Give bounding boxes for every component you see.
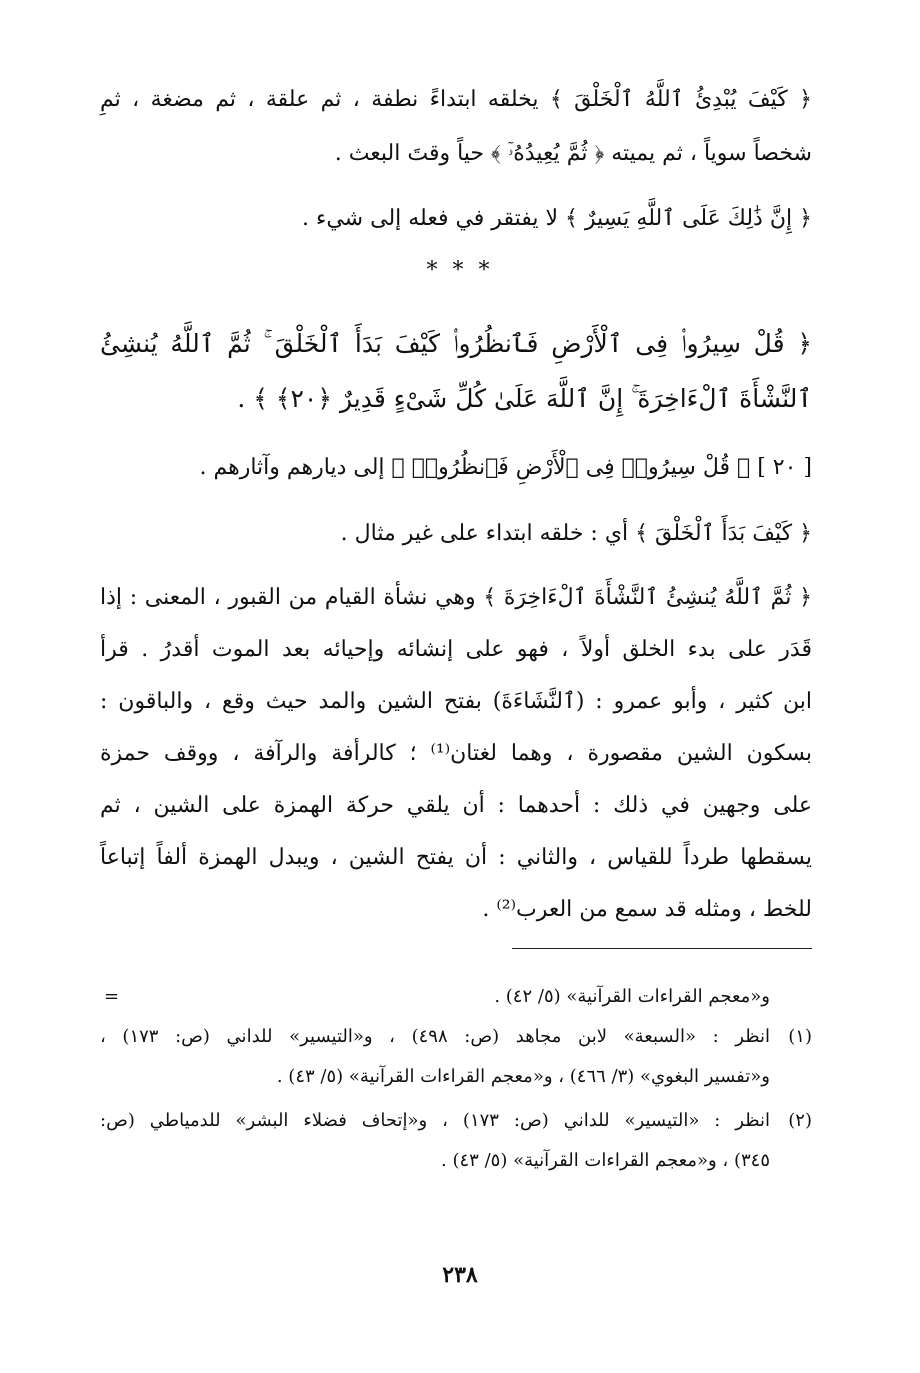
footnote-2-line-1: انظر : «التيسير» للداني (ص: ١٧٣) ، و«إتحاف فضلاء البشر» للدمياطي (ص: — [100, 1110, 770, 1131]
commentary-paragraph-line-5: على وجهين في ذلك : أحدهما : أن يلقي حركة الهمزة على الشين ، ثم — [100, 793, 812, 818]
footnote-continuation: و«معجم القراءات القرآنية» (٥/ ٤٢) . — [494, 986, 770, 1007]
commentary-verse-20: [ ٢٠ ] ﴿ قُلْ سِيرُوا۟ فِى ٱلْأَرْضِ فَٱنظُرُوا۟ ﴾ إلى ديارهم وآثارهم . — [199, 455, 812, 480]
commentary-line-2: شخصاً سوياً ، ثم يميته ﴿ ثُمَّ يُعِيدُهُۥٓ ﴾ حياً وقتَ البعث . — [334, 141, 812, 166]
commentary-line-1: ﴿ كَيْفَ يُبْدِئُ ٱللَّهُ ٱلْخَلْقَ ﴾ يخلقه ابتداءً نطفة ، ثم علقة ، ثم مضغة ، ثمِ — [100, 87, 812, 112]
footnote-rule — [512, 948, 812, 949]
footnote-2-number: (٢) — [788, 1110, 812, 1131]
footnote-continuation-mark: = — [104, 986, 120, 1007]
verse-line-2: ٱلنَّشْأَةَ ٱلْءَاخِرَةَ ۚ إِنَّ ٱللَّهَ عَلَىٰ كُلِّ شَىْءٍ قَدِيرٌ ﴿٢٠﴾ ﴾ . — [237, 384, 812, 413]
commentary-paragraph-line-6: يسقطها طرداً للقياس ، والثاني : أن يفتح الشين ، ويبدل الهمزة ألفاً إتباعاً — [100, 845, 812, 870]
section-separator: * * * — [426, 258, 494, 283]
commentary-paragraph-line-2: قَدَر على بدء الخلق أولاً ، فهو على إنشائه وإحيائه بعد الموت أقدرُ . قرأ — [100, 637, 812, 662]
footnote-2-line-2: ٣٤٥) ، و«معجم القراءات القرآنية» (٥/ ٤٣) . — [441, 1150, 770, 1171]
footnote-1-line-1: انظر : «السبعة» لابن مجاهد (ص: ٤٩٨) ، و«التيسير» للداني (ص: ١٧٣) ، — [100, 1026, 770, 1047]
footnote-1-number: (١) — [788, 1026, 812, 1047]
commentary-paragraph-line-4: بسكون الشين مقصورة ، وهما لغتان⁽¹⁾ ؛ كالرأفة والرآفة ، ووقف حمزة — [100, 741, 813, 766]
commentary-paragraph-line-3: ابن كثير ، وأبو عمرو : (ٱلنَّشَاءَةَ) بفتح الشين والمد حيث وقع ، والباقون : — [100, 689, 812, 714]
commentary-paragraph-line-7: للخط ، ومثله قد سمع من العرب⁽²⁾ . — [482, 897, 812, 922]
page-number: ٢٣٨ — [442, 1262, 478, 1288]
commentary-paragraph-line-1: ﴿ ثُمَّ ٱللَّهُ يُنشِئُ ٱلنَّشْأَةَ ٱلْءَاخِرَةَ ﴾ وهي نشأة القيام من القبور ، المعنى : إذا — [100, 585, 812, 610]
footnote-1-line-2: و«تفسير البغوي» (٣/ ٤٦٦) ، و«معجم القراءات القرآنية» (٥/ ٤٣) . — [276, 1066, 770, 1087]
verse-line-1: ﴿ قُلْ سِيرُوا۟ فِى ٱلْأَرْضِ فَٱنظُرُوا۟ كَيْفَ بَدَأَ ٱلْخَلْقَ ۚ ثُمَّ ٱللَّهُ يُنشِئُ — [100, 329, 812, 358]
commentary-line-3: ﴿ إِنَّ ذَٰلِكَ عَلَى ٱللَّهِ يَسِيرٌ ﴾ لا يفتقر في فعله إلى شيء . — [302, 206, 812, 231]
commentary-line-kayfa: ﴿ كَيْفَ بَدَأَ ٱلْخَلْقَ ﴾ أي : خلقه ابتداء على غير مثال . — [340, 521, 812, 546]
